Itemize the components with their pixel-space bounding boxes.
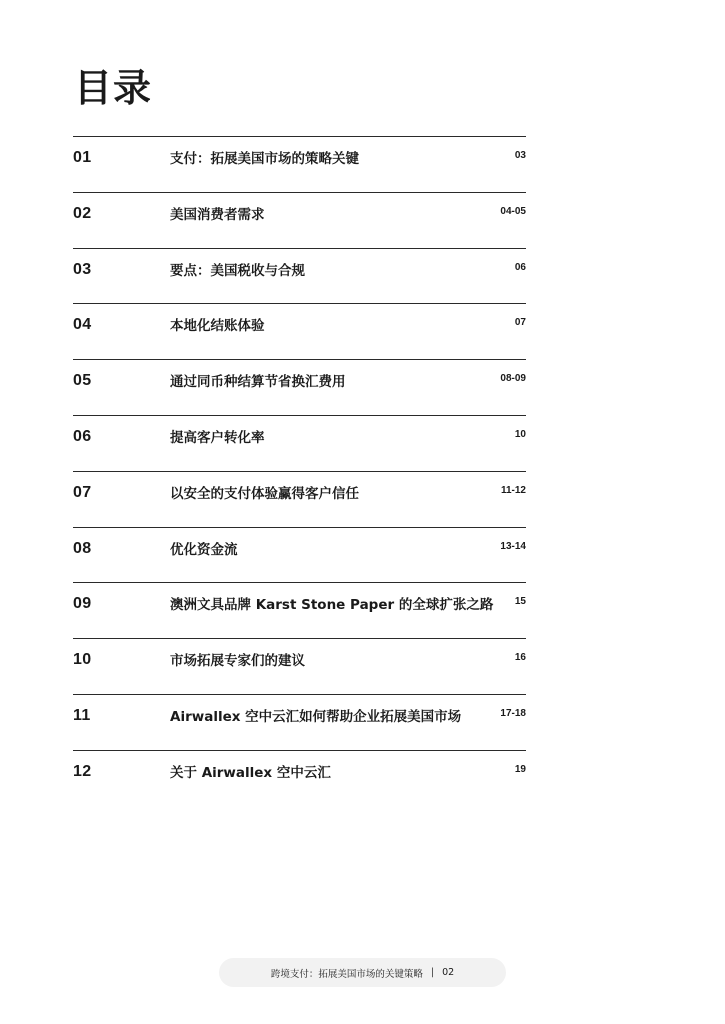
toc-number: 11: [73, 706, 91, 724]
toc-page-range: 07: [514, 317, 526, 329]
toc-row-08[interactable]: [73, 527, 526, 583]
toc-number: 09: [73, 595, 92, 613]
toc-page-range: 19: [514, 763, 526, 775]
toc-title: 通过同币种结算节省换汇费用: [170, 374, 346, 391]
toc-page-range: 08-09: [500, 373, 526, 385]
toc-page-range: 13-14: [500, 540, 526, 552]
toc-number: 05: [73, 372, 92, 390]
toc-title: 支付：拓展美国市场的策略关键: [170, 151, 359, 167]
toc-number: 04: [73, 316, 92, 334]
toc-page-range: 03: [514, 150, 526, 161]
toc-title: 本地化结账体验: [170, 318, 265, 335]
toc-title: 以安全的支付体验赢得客户信任: [170, 485, 359, 502]
toc-number: 12: [73, 762, 92, 780]
toc-row-06[interactable]: [73, 415, 526, 471]
toc-number: 10: [73, 651, 92, 669]
toc-title: 关于 Airwallex 空中云汇: [170, 764, 331, 781]
toc-row-01[interactable]: [73, 136, 526, 192]
toc-row-03[interactable]: [73, 248, 526, 304]
toc-title: 市场拓展专家们的建议: [170, 653, 305, 670]
toc-page-range: 17-18: [500, 707, 526, 719]
page-title: 目录: [74, 66, 153, 110]
footer-page-number: 02: [442, 967, 455, 978]
toc-page-range: 11-12: [500, 484, 526, 496]
toc-row-07[interactable]: [73, 471, 526, 527]
toc-page-range: 10: [514, 428, 526, 440]
toc-title: 澳洲文具品牌 Karst Stone Paper 的全球扩张之路: [170, 597, 494, 614]
toc-row-05[interactable]: [73, 359, 526, 415]
toc-row-09[interactable]: [73, 582, 526, 638]
toc-page-range: 04-05: [500, 205, 526, 217]
footer-separator: |: [430, 967, 435, 978]
toc-number: 08: [73, 539, 92, 557]
table-of-contents: [73, 136, 526, 806]
toc-row-11[interactable]: [73, 694, 526, 750]
toc-title: 优化资金流: [170, 541, 238, 558]
toc-title: 要点：美国税收与合规: [170, 262, 305, 279]
toc-page-range: 16: [514, 652, 526, 664]
toc-row-12[interactable]: [73, 750, 526, 806]
toc-page-range: 15: [514, 596, 526, 608]
footer-bar: [219, 958, 506, 987]
toc-row-02[interactable]: [73, 192, 526, 248]
toc-row-04[interactable]: [73, 303, 526, 359]
toc-number: 01: [73, 149, 92, 166]
toc-number: 07: [73, 483, 92, 501]
toc-title: Airwallex 空中云汇如何帮助企业拓展美国市场: [170, 708, 462, 725]
toc-title: 提高客户转化率: [170, 429, 265, 446]
toc-number: 02: [73, 204, 92, 222]
toc-title: 美国消费者需求: [170, 206, 265, 223]
toc-row-10[interactable]: [73, 638, 526, 694]
footer-title: 跨境支付：拓展美国市场的关键策略: [270, 968, 423, 980]
toc-page-range: 06: [514, 261, 526, 273]
toc-number: 06: [73, 427, 92, 445]
toc-number: 03: [73, 260, 92, 278]
